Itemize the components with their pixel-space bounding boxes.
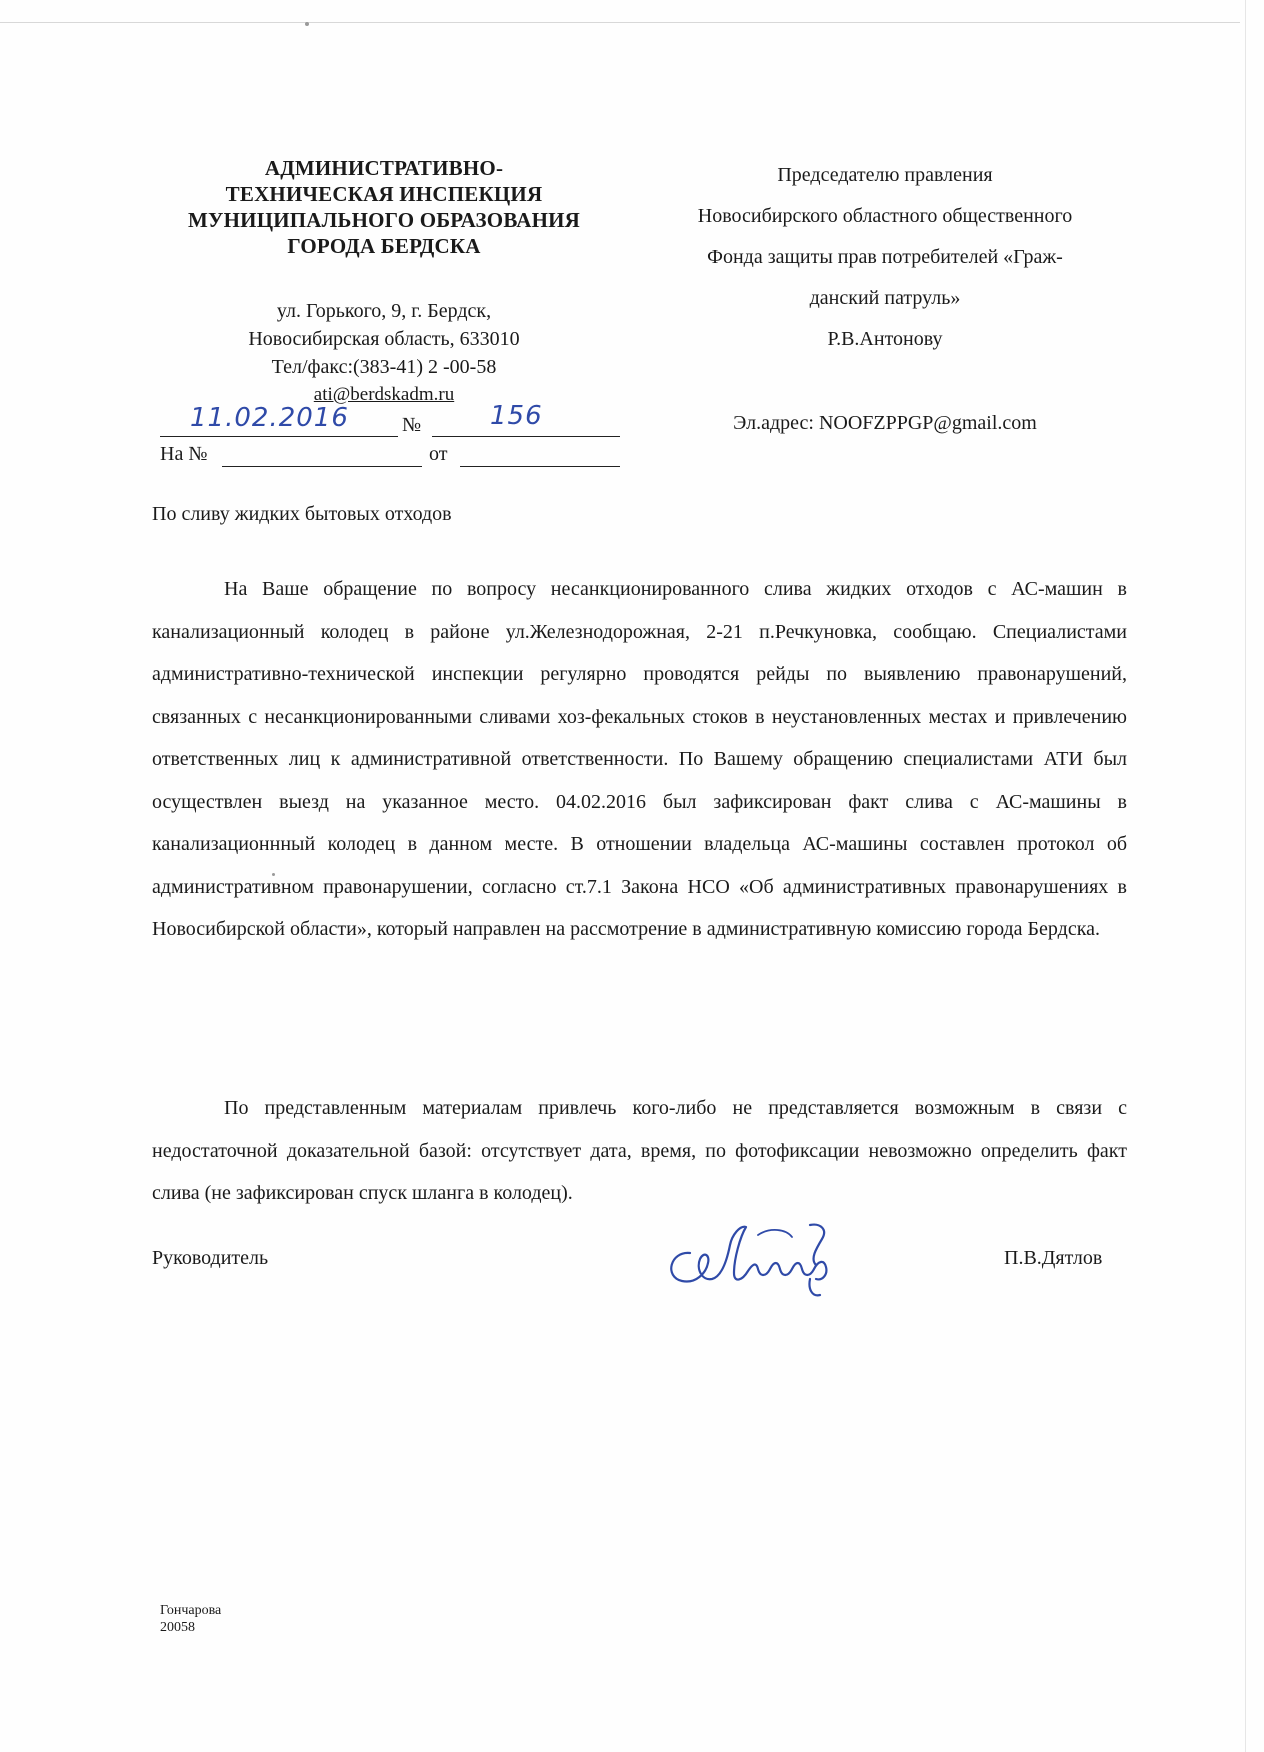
reply-to-label: На №: [160, 443, 208, 465]
recipient-email: Эл.адрес: NOOFZPPGP@gmail.com: [733, 412, 1037, 434]
executor-phone: 20058: [160, 1620, 195, 1635]
executor-name: Гончарова: [160, 1603, 222, 1618]
letter-subject: По сливу жидких бытовых отходов: [152, 503, 452, 525]
recipient-block: [640, 155, 1130, 360]
recipient-line: Новосибирского областного общественного: [697, 205, 1073, 227]
reply-date-field: [460, 442, 620, 467]
address-line: Новосибирская область, 633010: [248, 328, 520, 350]
handwritten-number: 156: [490, 401, 543, 431]
phone-fax-line: Тел/факс:(383-41) 2 -00-58: [271, 356, 497, 378]
recipient-line: Председателю правления: [777, 164, 993, 186]
executor-note: [160, 1602, 221, 1636]
recipient-line: Фонда защиты прав потребителей «Граж-: [707, 246, 1063, 268]
recipient-line: Р.В.Антонову: [827, 328, 943, 350]
org-line: ГОРОДА БЕРДСКА: [287, 234, 481, 258]
body-paragraph-text: На Ваше обращение по вопросу несанкционированного слива жидких отходов с АС-машин в канализационный колодец в районе ул.Железнодорожная, 2-21 п.Речкуновка, сообщаю. Специалистами административно-технической инспекции регулярно проводятся рейды по выявлению правонарушений, связанных с несанкционированными сливами хоз-фекальных стоков в неустановленных местах и привлечению ответственных лиц к административной ответственности. По Вашему обращению специалистами АТИ был осуществлен выезд на указанное место. 04.02.2016 был зафиксирован факт слива с АС-машины в канализационнный колодец в данном месте. В отношении владельца АС-машины составлен протокол об административном правонарушении, согласно ст.7.1 Закона НСО «Об административных правонарушениях в Новосибирской области», который направлен на рассмотрение в административную комиссию города Бердска.: [152, 578, 1127, 940]
signer-name: П.В.Дятлов: [1004, 1247, 1103, 1269]
org-line: ТЕХНИЧЕСКАЯ ИНСПЕКЦИЯ: [225, 182, 543, 206]
reply-number-field: [222, 442, 422, 467]
org-line: МУНИЦИПАЛЬНОГО ОБРАЗОВАНИЯ: [188, 208, 580, 232]
address-line: ул. Горького, 9, г. Бердск,: [276, 300, 492, 322]
scan-speck: [305, 22, 309, 26]
org-line: АДМИНИСТРАТИВНО-: [264, 156, 504, 180]
scan-right-edge: [1245, 0, 1246, 1752]
handwritten-date: 11.02.2016: [190, 403, 349, 433]
handwritten-signature: [660, 1215, 860, 1305]
scan-top-edge: [0, 22, 1240, 23]
from-label: от: [429, 443, 448, 465]
recipient-line: данский патруль»: [809, 287, 961, 309]
number-label: №: [402, 414, 422, 436]
signer-title: Руководитель: [152, 1247, 269, 1269]
sender-organization: [140, 155, 628, 259]
sender-address: [140, 297, 628, 409]
body-paragraph: [152, 568, 1127, 951]
sender-email: ati@berdskadm.ru: [313, 384, 455, 405]
body-paragraph: [152, 1087, 1127, 1215]
body-paragraph-text: По представленным материалам привлечь кого-либо не представляется возможным в связи с недостаточной доказательной базой: отсутствует дата, время, по фотофиксации невозможно определить факт слива (не зафиксирован спуск шланга в колодец).: [152, 1097, 1127, 1204]
